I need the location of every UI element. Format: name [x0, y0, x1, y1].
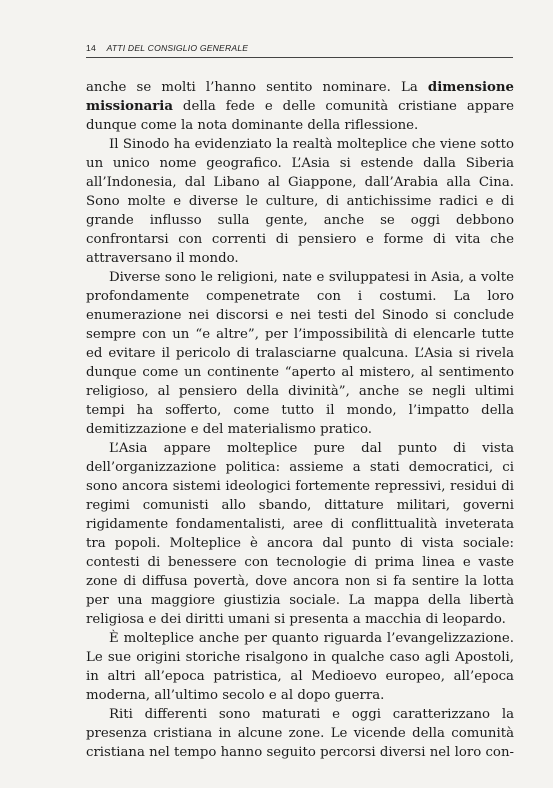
paragraph-2: Il Sinodo ha evidenziato la realtà molteplice che viene sotto un unico nome geografico. L’Asia si estende dalla Siberia all’Indonesia, dal Libano al Giappone, dall’Arabia alla Cina. Sono molte e diverse le culture, di antichissime radici e di grande influsso sulla gente, anche se oggi debbono confrontarsi con correnti di pensiero e forme di vita che attraversano il mondo.: [86, 137, 514, 266]
running-title: ATTI DEL CONSIGLIO GENERALE: [106, 43, 249, 53]
paragraph-5: È molteplice anche per quanto riguarda l’evangelizzazione. Le sue origini storiche risalgono in qualche caso agli Apostoli, in altri all’epoca patristica, al Medioevo europeo, all’epoca moderna, all’ultimo secolo e al dopo guerra.: [86, 631, 514, 703]
bold-phrase: dimensione missionaria: [86, 80, 514, 114]
paragraph-1-end: della fede e delle comunità cristiane appare dunque come la nota dominante della riflessione.: [86, 99, 514, 133]
page-number: 14: [86, 43, 96, 53]
header-rule: [86, 57, 513, 58]
paragraph-4: L’Asia appare molteplice pure dal punto di vista dell’organizzazione politica: assieme a stati democratici, ci sono ancora sistemi ideologici fortemente repressivi, residui di regimi comunisti allo sbando, dittature militari, governi rigidamente fondamentalisti, aree di conflittualità inveterata tra popoli. Molteplice è ancora dal punto di vista sociale: contesti di benessere con tecnologie di prima linea e vaste zone di diffusa povertà, dove ancora non si fa sentire la lotta per una maggiore giustizia sociale. La mappa della libertà religiosa e dei diritti umani si presenta a macchia di leopardo.: [86, 441, 514, 627]
paragraph-3: Diverse sono le religioni, nate e sviluppatesi in Asia, a volte profondamente compenetrate con i costumi. La loro enumerazione nei discorsi e nei testi del Sinodo si conclude sempre con un “e altre”, per l’impossibilità di elencarle tutte ed evitare il pericolo di tralasciarne qualcuna. L’Asia si rivela dunque come un continente “aperto al mistero, al sentimento religioso, al pensiero della divinità”, anche se negli ultimi tempi ha sofferto, come tutto il mondo, l’impatto della demitizzazione e del materialismo pratico.: [86, 270, 514, 437]
running-header: [86, 43, 513, 55]
paragraph-6: Riti differenti sono maturati e oggi caratterizzano la presenza cristiana in alcune zone. Le vicende della comunità cristiana nel tempo hanno seguito percorsi diversi nel loro con-: [86, 707, 514, 760]
body-text: [86, 78, 514, 762]
paragraph-1-start: anche se molti l’hanno sentito nominare. La: [86, 80, 428, 95]
paragraph-1: [86, 78, 514, 135]
